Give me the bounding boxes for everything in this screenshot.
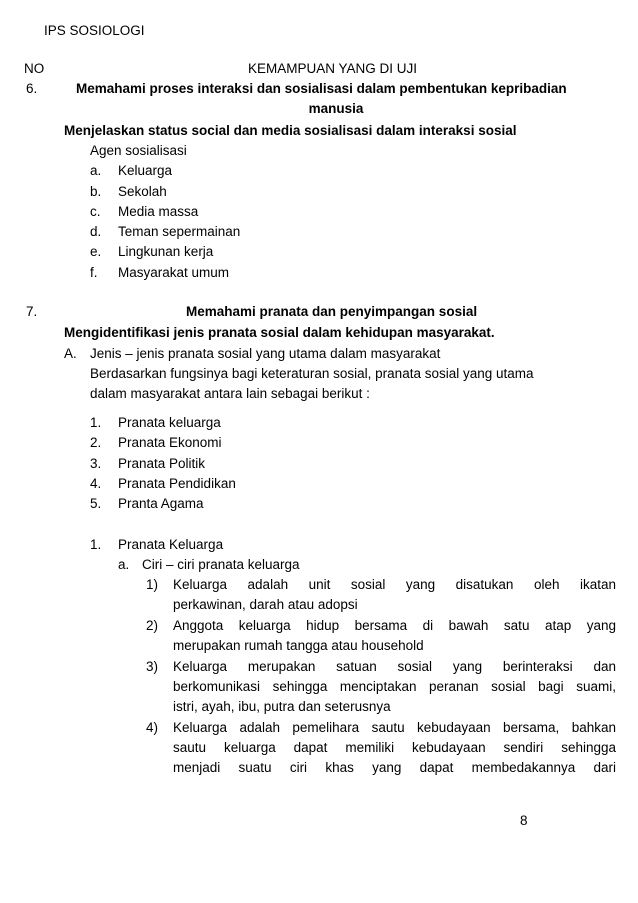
list-item: Sekolah <box>118 184 167 199</box>
list-item-marker: 5. <box>90 496 102 511</box>
section-6-number: 6. <box>26 81 38 96</box>
list-item: Anggota keluarga hidup bersama di bawah satu atap yang <box>173 618 616 633</box>
document-header: IPS SOSIOLOGI <box>44 23 145 38</box>
section-6-title-line2: manusia <box>308 101 364 116</box>
list-item-marker: b. <box>90 184 102 199</box>
list-item-marker: c. <box>90 204 101 219</box>
column-header-title: KEMAMPUAN YANG DI UJI <box>248 61 418 76</box>
list-item-marker: a. <box>90 163 102 178</box>
list-item-marker: 4. <box>90 476 102 491</box>
page-number: 8 <box>520 813 528 828</box>
section-7-indicator: Mengidentifikasi jenis pranata sosial dalam kehidupan masyarakat. <box>64 325 495 340</box>
list-item-continuation: menjadi suatu ciri khas yang dapat membedakannya dari <box>173 760 616 775</box>
list-item: Media massa <box>118 204 199 219</box>
list-item-marker: 2. <box>90 435 102 450</box>
section-7-sub-title: Jenis – jenis pranata sosial yang utama dalam masyarakat <box>90 346 441 361</box>
list-item: Keluarga merupakan satuan sosial yang berinteraksi dan <box>173 659 616 674</box>
list-item-continuation: merupakan rumah tangga atau household <box>173 638 424 653</box>
list-item: Keluarga <box>118 163 173 178</box>
detail-title: Pranata Keluarga <box>118 537 224 552</box>
section-7-paragraph-line2: dalam masyarakat antara lain sebagai berikut : <box>90 386 370 401</box>
list-item: Keluarga adalah unit sosial yang disatukan oleh ikatan <box>173 577 616 592</box>
list-item-marker: d. <box>90 224 102 239</box>
list-item-continuation: perkawinan, darah atau adopsi <box>173 597 358 612</box>
list-item-continuation: berkomunikasi sehingga menciptakan peranan sosial bagi suami, <box>173 679 616 694</box>
list-item-marker: 3. <box>90 456 102 471</box>
column-header-no: NO <box>24 61 45 76</box>
list-item: Teman sepermainan <box>118 224 241 239</box>
list-item: Pranata keluarga <box>118 415 221 430</box>
list-item-marker: 3) <box>146 659 159 674</box>
section-6-indicator: Menjelaskan status social dan media sosialisasi dalam interaksi sosial <box>64 123 517 138</box>
section-6-list-title: Agen sosialisasi <box>90 143 187 158</box>
list-item-marker: 1. <box>90 415 102 430</box>
list-item-continuation: istri, ayah, ibu, putra dan seterusnya <box>173 699 391 714</box>
section-7-title: Memahami pranata dan penyimpangan sosial <box>186 304 478 319</box>
list-item: Lingkunan kerja <box>118 244 214 259</box>
detail-marker: 1. <box>90 537 102 552</box>
list-item-marker: 1) <box>146 577 159 592</box>
list-item-marker: e. <box>90 244 102 259</box>
list-item-marker: 2) <box>146 618 159 633</box>
section-7-paragraph-line1: Berdasarkan fungsinya bagi keteraturan sosial, pranata sosial yang utama <box>90 366 534 381</box>
list-item-marker: 4) <box>146 720 159 735</box>
list-item: Masyarakat umum <box>118 265 230 280</box>
section-7-sub-marker: A. <box>64 346 77 361</box>
list-item: Keluarga adalah pemelihara sautu kebudayaan bersama, bahkan <box>173 720 616 735</box>
list-item-marker: f. <box>90 265 98 280</box>
list-item: Pranata Politik <box>118 456 206 471</box>
ciri-marker: a. <box>118 557 130 572</box>
section-7-number: 7. <box>26 304 38 319</box>
ciri-title: Ciri – ciri pranata keluarga <box>142 557 300 572</box>
list-item: Pranata Ekonomi <box>118 435 222 450</box>
list-item: Pranta Agama <box>118 496 204 511</box>
list-item-continuation: sautu keluarga dapat memiliki kebudayaan sendiri sehingga <box>173 740 616 755</box>
list-item: Pranata Pendidikan <box>118 476 236 491</box>
section-6-title-line1: Memahami proses interaksi dan sosialisasi dalam pembentukan kepribadian <box>76 81 567 96</box>
